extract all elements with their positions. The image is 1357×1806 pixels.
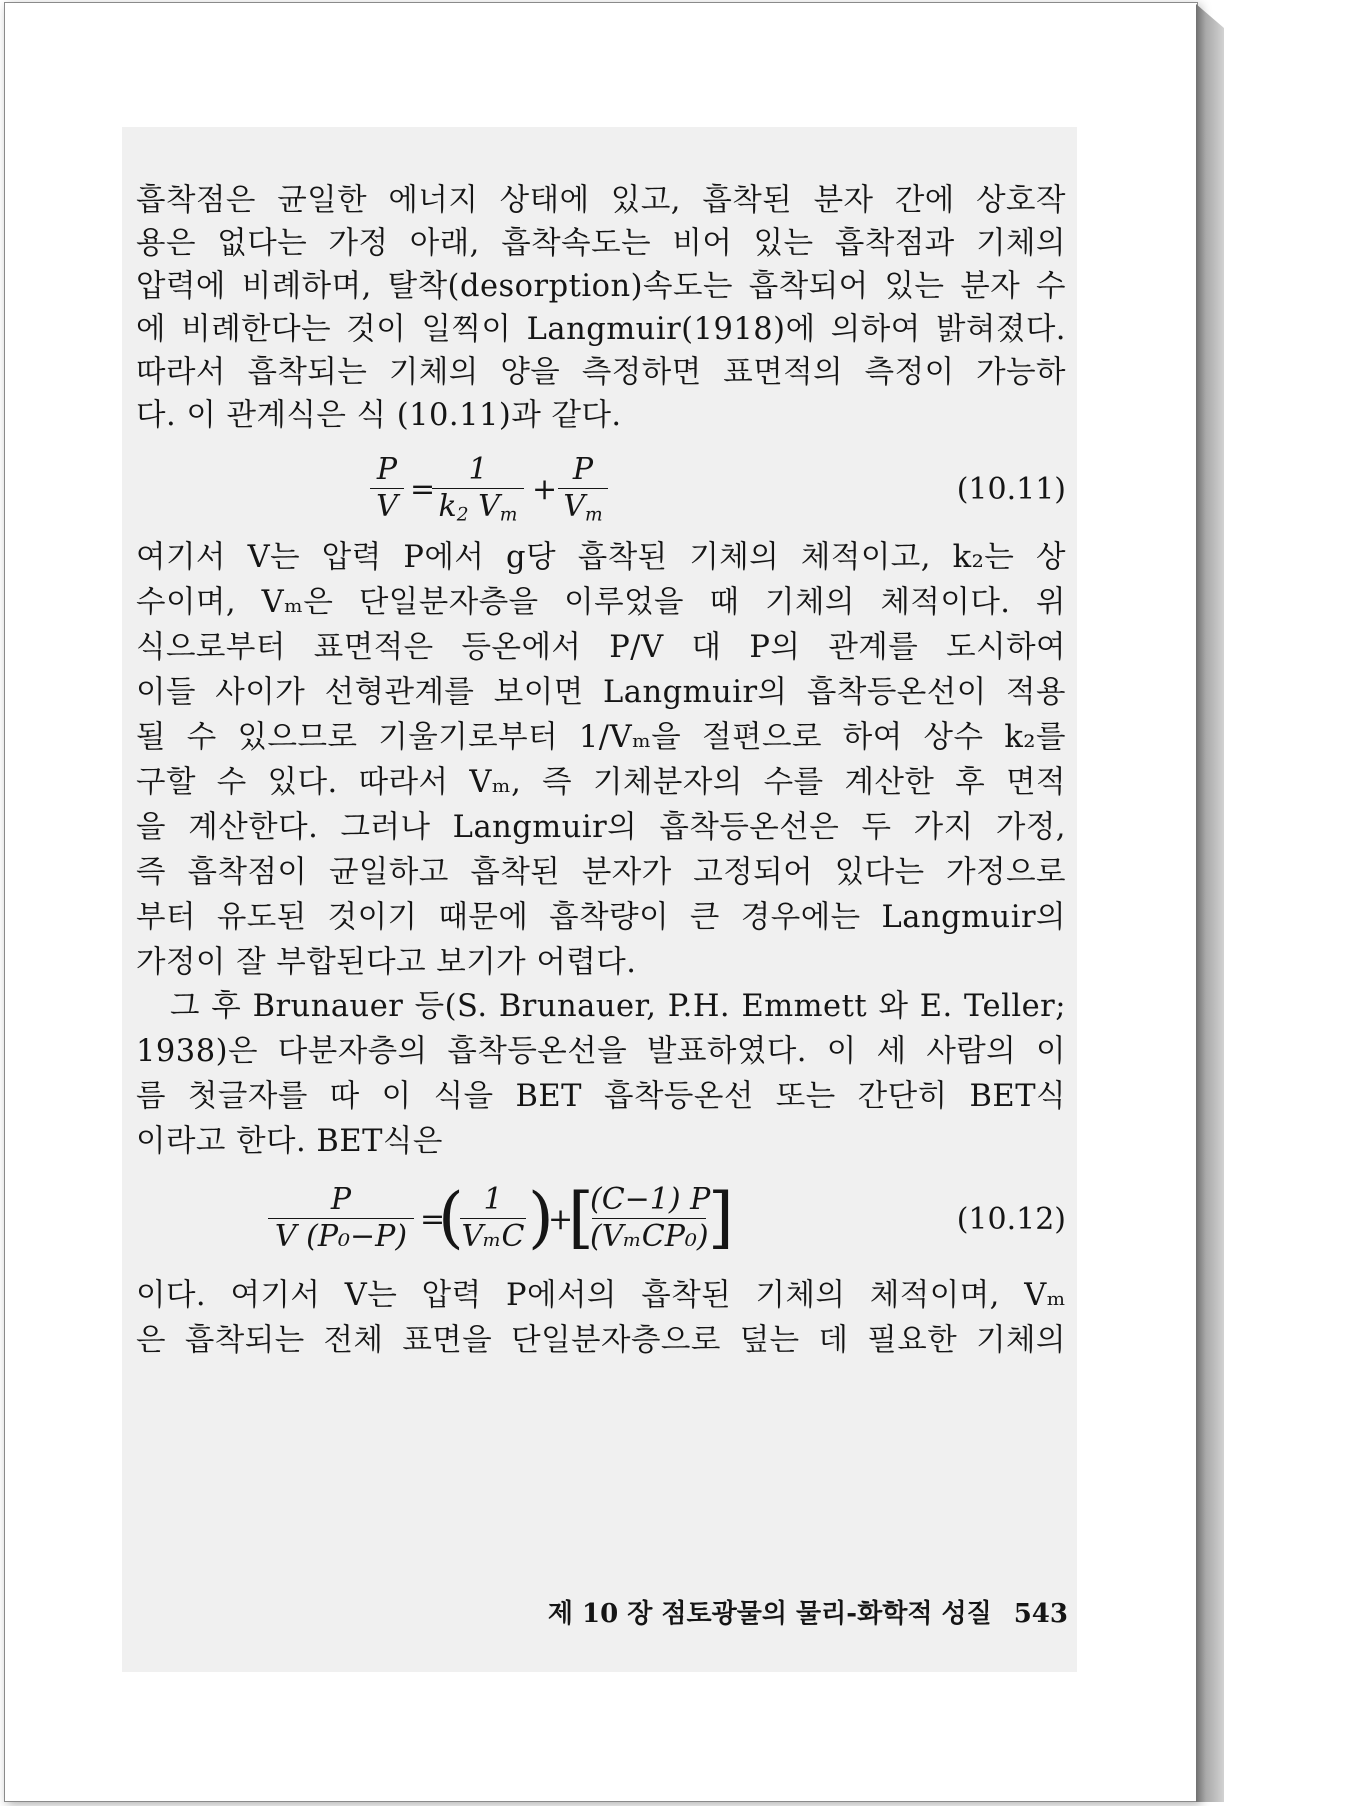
text-line: 부터 유도된 것이기 때문에 흡착량이 큰 경우에는 Langmuir의 bbox=[136, 900, 1066, 935]
page-number: 543 bbox=[1013, 1599, 1068, 1629]
text-line: 에 비례한다는 것이 일찍이 Langmuir(1918)에 의하여 밝혀졌다. bbox=[136, 312, 1066, 347]
eq2-term1-fraction: 1 VₘC bbox=[461, 1182, 525, 1254]
text-line: 이라고 한다. BET식은 bbox=[136, 1124, 443, 1159]
text-line: 을 계산한다. 그러나 Langmuir의 흡착등온선은 두 가지 가정, bbox=[136, 810, 1066, 845]
text-line: 수이며, Vₘ은 단일분자층을 이루었을 때 기체의 체적이다. 위 bbox=[136, 585, 1066, 620]
text-line: 여기서 V는 압력 P에서 g당 흡착된 기체의 체적이고, k₂는 상 bbox=[136, 540, 1066, 575]
text-line: 이다. 여기서 V는 압력 P에서의 흡착된 기체의 체적이며, Vₘ bbox=[136, 1278, 1066, 1313]
text-line: 식으로부터 표면적은 등온에서 P/V 대 P의 관계를 도시하여 bbox=[136, 630, 1066, 665]
eq1-term1-fraction: 1 $k_2$ $V_m$ bbox=[430, 452, 526, 534]
page-edge-shadow bbox=[1196, 4, 1224, 1802]
text-line: 압력에 비례하며, 탈착(desorption)속도는 흡착되어 있는 분자 수 bbox=[136, 269, 1066, 304]
page-footer bbox=[520, 1594, 1068, 1634]
text-line: 은 흡착되는 전체 표면을 단일분자층으로 덮는 데 필요한 기체의 bbox=[136, 1323, 1066, 1358]
text-line: 다. 이 관계식은 식 (10.11)과 같다. bbox=[136, 398, 622, 433]
left-paren: ( bbox=[438, 1179, 464, 1256]
eq1-equals: = bbox=[410, 472, 436, 507]
eq1-term2-fraction: P $V_m$ bbox=[556, 452, 610, 534]
text-line: 구할 수 있다. 따라서 Vₘ, 즉 기체분자의 수를 계산한 후 면적 bbox=[136, 765, 1066, 800]
eq2-term2-fraction: (C−1) P (VₘCP₀) bbox=[590, 1182, 711, 1254]
left-bracket: [ bbox=[568, 1179, 594, 1256]
text-line: 름 첫글자를 따 이 식을 BET 흡착등온선 또는 간단히 BET식 bbox=[136, 1079, 1066, 1114]
eq2-plus: + bbox=[548, 1202, 574, 1237]
text-line: 흡착점은 균일한 에너지 상태에 있고, 흡착된 분자 간에 상호작 bbox=[136, 183, 1066, 218]
equation-number: (10.11) bbox=[956, 472, 1066, 507]
right-bracket: ] bbox=[708, 1179, 734, 1256]
eq1-lhs-fraction: P V bbox=[368, 452, 406, 525]
eq2-lhs-fraction: P V (P₀−P) bbox=[266, 1182, 416, 1255]
text-line: 가정이 잘 부합된다고 보기가 어렵다. bbox=[136, 945, 637, 980]
text-line: 될 수 있으므로 기울기로부터 1/Vₘ을 절편으로 하여 상수 k₂를 bbox=[136, 720, 1066, 755]
text-line: 1938)은 다분자층의 흡착등온선을 발표하였다. 이 세 사람의 이 bbox=[136, 1034, 1066, 1069]
equation-10-12 bbox=[136, 1180, 1066, 1270]
text-line: 따라서 흡착되는 기체의 양을 측정하면 표면적의 측정이 가능하 bbox=[136, 355, 1066, 390]
eq2-equals: = bbox=[420, 1202, 446, 1237]
equation-10-11 bbox=[136, 452, 1066, 532]
text-line-indented: 그 후 Brunauer 등(S. Brunauer, P.H. Emmett 와 E. Teller; bbox=[170, 989, 1066, 1024]
text-line: 용은 없다는 가정 아래, 흡착속도는 비어 있는 흡착점과 기체의 bbox=[136, 226, 1066, 261]
chapter-title: 제 10 장 점토광물의 물리-화학적 성질 bbox=[547, 1599, 992, 1629]
text-line: 이들 사이가 선형관계를 보이면 Langmuir의 흡착등온선이 적용 bbox=[136, 675, 1066, 710]
equation-number: (10.12) bbox=[956, 1202, 1066, 1237]
eq1-plus: + bbox=[532, 472, 558, 507]
right-paren: ) bbox=[528, 1179, 554, 1256]
text-line: 즉 흡착점이 균일하고 흡착된 분자가 고정되어 있다는 가정으로 bbox=[136, 855, 1066, 890]
